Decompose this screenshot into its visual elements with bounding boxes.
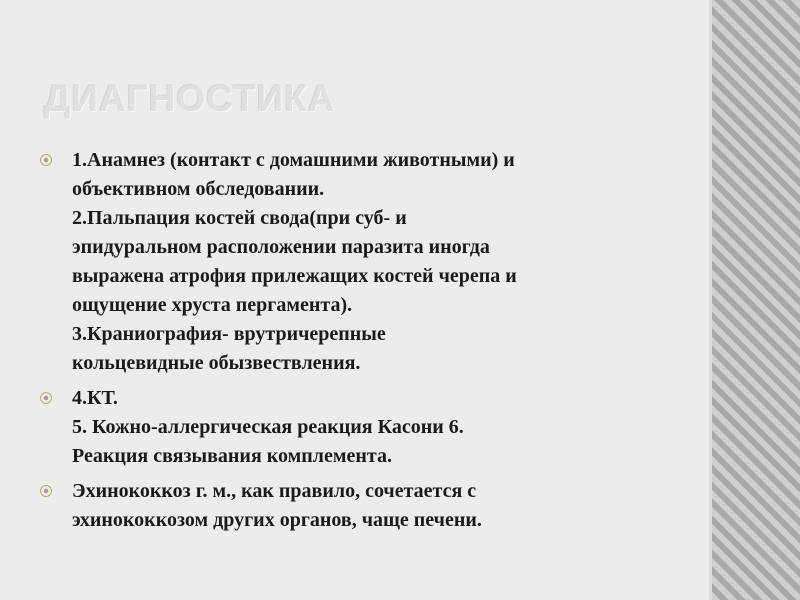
bullet-line: 3.Краниография- врутричерепные [72, 323, 386, 345]
bullet-line: выражена атрофия прилежащих костей черепа и [72, 265, 517, 287]
slide-title: ДИАГНОСТИКА [44, 78, 336, 119]
bullet-text [72, 384, 670, 471]
bullet-list [40, 146, 670, 541]
bullet-text [72, 146, 670, 378]
bullet-line: кольцевидные обызвествления. [72, 352, 361, 374]
bullet-line: ощущение хруста пергамента). [72, 294, 353, 316]
bullet-line: 5. Кожно-аллергическая реакция Касони 6. [72, 416, 464, 438]
bullet-line: Реакция связывания комплемента. [72, 445, 392, 467]
circle-bullet-icon [40, 392, 52, 404]
bullet-line: объективном обследовании. [72, 178, 325, 200]
bullet-line: Эхинококкоз г. м., как правило, сочетается с [72, 480, 477, 502]
circle-bullet-icon [40, 154, 52, 166]
bullet-text [72, 477, 670, 535]
bullet-line: эпидуральном расположении паразита иногда [72, 236, 490, 258]
bullet-line: 4.КТ. [72, 387, 118, 409]
bullet-item-echinococcosis [40, 477, 670, 535]
circle-bullet-icon [40, 485, 52, 497]
bullet-item-diagnosis-methods [40, 146, 670, 378]
decorative-side-panel [712, 0, 800, 600]
bullet-line: эхинококкозом других органов, чаще печени. [72, 509, 482, 531]
bullet-item-ct-tests [40, 384, 670, 471]
bullet-line: 1.Анамнез (контакт с домашними животными) и [72, 149, 515, 171]
bullet-line: 2.Пальпация костей свода(при суб- и [72, 207, 407, 229]
